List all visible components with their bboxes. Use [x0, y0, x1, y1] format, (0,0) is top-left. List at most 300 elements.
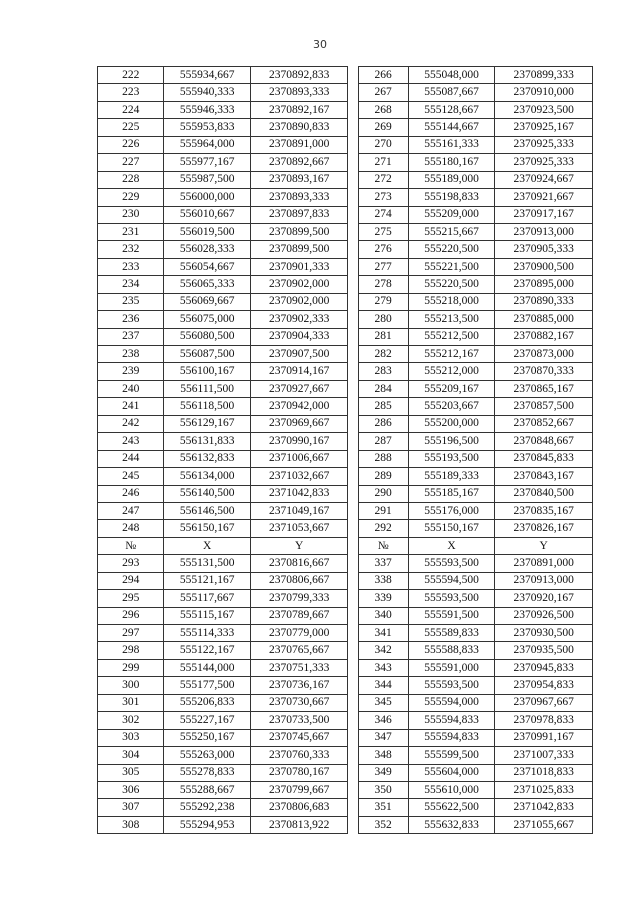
point-number-right: 287	[358, 433, 408, 450]
y-coordinate-right: 2370843,167	[495, 468, 593, 485]
table-row	[98, 677, 593, 694]
x-coordinate-left: 556111,500	[164, 380, 251, 397]
column-gap	[348, 468, 358, 485]
x-coordinate-left: 555177,500	[164, 677, 251, 694]
point-number-left: 227	[98, 154, 164, 171]
y-coordinate-right: 2370900,500	[495, 258, 593, 275]
x-coordinate-right: 555161,333	[408, 136, 495, 153]
point-number-right: 274	[358, 206, 408, 223]
x-coordinate-right: 555215,667	[408, 223, 495, 240]
table-row	[98, 67, 593, 84]
y-coordinate-left: 2370816,667	[250, 555, 348, 572]
point-number-right: 273	[358, 189, 408, 206]
column-gap	[348, 502, 358, 519]
x-coordinate-left: 556131,833	[164, 433, 251, 450]
point-number-right: 279	[358, 293, 408, 310]
x-coordinate-right: 555588,833	[408, 642, 495, 659]
y-coordinate-left: 2370765,667	[250, 642, 348, 659]
column-gap	[348, 346, 358, 363]
table-row	[98, 747, 593, 764]
point-number-left: 244	[98, 450, 164, 467]
y-coordinate-right: 2370857,500	[495, 398, 593, 415]
y-coordinate-right: 2370873,000	[495, 346, 593, 363]
x-coordinate-left: 555987,500	[164, 171, 251, 188]
x-coordinate-right: 555189,333	[408, 468, 495, 485]
column-gap	[348, 433, 358, 450]
point-number-right: 266	[358, 67, 408, 84]
header-x-right: X	[408, 537, 495, 554]
point-number-right: 339	[358, 590, 408, 607]
column-gap	[348, 206, 358, 223]
table-row	[98, 258, 593, 275]
point-number-left: 232	[98, 241, 164, 258]
x-coordinate-left: 556010,667	[164, 206, 251, 223]
table-row	[98, 659, 593, 676]
point-number-left: 301	[98, 694, 164, 711]
x-coordinate-left: 555294,953	[164, 816, 251, 833]
column-gap	[348, 781, 358, 798]
y-coordinate-right: 2370920,167	[495, 590, 593, 607]
column-gap	[348, 293, 358, 310]
x-coordinate-right: 555594,833	[408, 712, 495, 729]
y-coordinate-left: 2370730,667	[250, 694, 348, 711]
y-coordinate-left: 2370799,667	[250, 781, 348, 798]
table-row	[98, 398, 593, 415]
x-coordinate-left: 556087,500	[164, 346, 251, 363]
column-gap	[348, 799, 358, 816]
column-gap	[348, 625, 358, 642]
y-coordinate-right: 2370882,167	[495, 328, 593, 345]
point-number-right: 275	[358, 223, 408, 240]
point-number-left: 247	[98, 502, 164, 519]
point-number-left: 303	[98, 729, 164, 746]
point-number-right: 345	[358, 694, 408, 711]
column-gap	[348, 537, 358, 554]
point-number-left: 236	[98, 311, 164, 328]
x-coordinate-right: 555221,500	[408, 258, 495, 275]
point-number-right: 271	[358, 154, 408, 171]
point-number-right: 342	[358, 642, 408, 659]
x-coordinate-left: 556118,500	[164, 398, 251, 415]
point-number-left: 302	[98, 712, 164, 729]
point-number-right: 290	[358, 485, 408, 502]
table-row	[98, 380, 593, 397]
y-coordinate-left: 2370902,000	[250, 276, 348, 293]
y-coordinate-right: 2370925,167	[495, 119, 593, 136]
x-coordinate-left: 556075,000	[164, 311, 251, 328]
column-gap	[348, 816, 358, 833]
y-coordinate-right: 2371007,333	[495, 747, 593, 764]
table-row	[98, 189, 593, 206]
point-number-right: 340	[358, 607, 408, 624]
table-row	[98, 642, 593, 659]
point-number-left: 300	[98, 677, 164, 694]
y-coordinate-right: 2370978,833	[495, 712, 593, 729]
x-coordinate-right: 555591,500	[408, 607, 495, 624]
x-coordinate-right: 555604,000	[408, 764, 495, 781]
point-number-left: 225	[98, 119, 164, 136]
y-coordinate-left: 2370760,333	[250, 747, 348, 764]
y-coordinate-left: 2370902,000	[250, 293, 348, 310]
column-gap	[348, 590, 358, 607]
table-row	[98, 485, 593, 502]
x-coordinate-left: 555977,167	[164, 154, 251, 171]
column-gap	[348, 223, 358, 240]
y-coordinate-left: 2370892,167	[250, 101, 348, 118]
x-coordinate-left: 555953,833	[164, 119, 251, 136]
table-row	[98, 502, 593, 519]
y-coordinate-left: 2370736,167	[250, 677, 348, 694]
point-number-left: 222	[98, 67, 164, 84]
x-coordinate-right: 555209,167	[408, 380, 495, 397]
point-number-right: 272	[358, 171, 408, 188]
x-coordinate-left: 556000,000	[164, 189, 251, 206]
y-coordinate-left: 2371049,167	[250, 502, 348, 519]
x-coordinate-left: 556134,000	[164, 468, 251, 485]
column-gap	[348, 136, 358, 153]
point-number-left: 234	[98, 276, 164, 293]
y-coordinate-left: 2371053,667	[250, 520, 348, 537]
table-row	[98, 520, 593, 537]
header-number-left: №	[98, 537, 164, 554]
point-number-right: 267	[358, 84, 408, 101]
point-number-left: 224	[98, 101, 164, 118]
point-number-left: 293	[98, 555, 164, 572]
column-gap	[348, 276, 358, 293]
table-row	[98, 293, 593, 310]
header-y-right: Y	[495, 537, 593, 554]
point-number-right: 289	[358, 468, 408, 485]
column-gap	[348, 311, 358, 328]
table-row	[98, 468, 593, 485]
y-coordinate-right: 2370925,333	[495, 154, 593, 171]
y-coordinate-left: 2370751,333	[250, 659, 348, 676]
column-gap	[348, 555, 358, 572]
point-number-right: 343	[358, 659, 408, 676]
table-row	[98, 276, 593, 293]
x-coordinate-right: 555198,833	[408, 189, 495, 206]
y-coordinate-right: 2370926,500	[495, 607, 593, 624]
y-coordinate-right: 2371018,833	[495, 764, 593, 781]
point-number-left: 231	[98, 223, 164, 240]
x-coordinate-left: 555206,833	[164, 694, 251, 711]
x-coordinate-right: 555599,500	[408, 747, 495, 764]
y-coordinate-right: 2370924,667	[495, 171, 593, 188]
x-coordinate-right: 555218,000	[408, 293, 495, 310]
y-coordinate-right: 2370865,167	[495, 380, 593, 397]
x-coordinate-right: 555220,500	[408, 241, 495, 258]
table-row	[98, 101, 593, 118]
x-coordinate-right: 555200,000	[408, 415, 495, 432]
x-coordinate-left: 555250,167	[164, 729, 251, 746]
x-coordinate-right: 555048,000	[408, 67, 495, 84]
column-gap	[348, 520, 358, 537]
y-coordinate-right: 2370885,000	[495, 311, 593, 328]
table-row	[98, 607, 593, 624]
x-coordinate-left: 555227,167	[164, 712, 251, 729]
y-coordinate-right: 2370840,500	[495, 485, 593, 502]
y-coordinate-right: 2370848,667	[495, 433, 593, 450]
point-number-left: 245	[98, 468, 164, 485]
point-number-left: 299	[98, 659, 164, 676]
y-coordinate-right: 2370921,667	[495, 189, 593, 206]
point-number-right: 283	[358, 363, 408, 380]
y-coordinate-left: 2370779,000	[250, 625, 348, 642]
point-number-right: 288	[358, 450, 408, 467]
y-coordinate-right: 2370895,000	[495, 276, 593, 293]
x-coordinate-left: 556019,500	[164, 223, 251, 240]
x-coordinate-left: 556150,167	[164, 520, 251, 537]
point-number-right: 286	[358, 415, 408, 432]
point-number-left: 295	[98, 590, 164, 607]
y-coordinate-right: 2370917,167	[495, 206, 593, 223]
x-coordinate-right: 555594,500	[408, 572, 495, 589]
y-coordinate-right: 2370910,000	[495, 84, 593, 101]
point-number-left: 242	[98, 415, 164, 432]
y-coordinate-left: 2370901,333	[250, 258, 348, 275]
column-gap	[348, 677, 358, 694]
table-row	[98, 206, 593, 223]
y-coordinate-right: 2370891,000	[495, 555, 593, 572]
y-coordinate-right: 2370826,167	[495, 520, 593, 537]
x-coordinate-right: 555180,167	[408, 154, 495, 171]
point-number-right: 337	[358, 555, 408, 572]
column-gap	[348, 764, 358, 781]
y-coordinate-left: 2371032,667	[250, 468, 348, 485]
point-number-right: 280	[358, 311, 408, 328]
column-gap	[348, 171, 358, 188]
x-coordinate-right: 555594,833	[408, 729, 495, 746]
point-number-left: 304	[98, 747, 164, 764]
column-gap	[348, 398, 358, 415]
table-row	[98, 572, 593, 589]
y-coordinate-left: 2370893,167	[250, 171, 348, 188]
table-row	[98, 241, 593, 258]
point-number-left: 305	[98, 764, 164, 781]
y-coordinate-right: 2370991,167	[495, 729, 593, 746]
x-coordinate-right: 555128,667	[408, 101, 495, 118]
point-number-left: 306	[98, 781, 164, 798]
y-coordinate-left: 2370780,167	[250, 764, 348, 781]
x-coordinate-left: 556129,167	[164, 415, 251, 432]
y-coordinate-right: 2370954,833	[495, 677, 593, 694]
column-gap	[348, 101, 358, 118]
point-number-left: 296	[98, 607, 164, 624]
column-gap	[348, 712, 358, 729]
x-coordinate-right: 555212,500	[408, 328, 495, 345]
x-coordinate-left: 555114,333	[164, 625, 251, 642]
point-number-left: 229	[98, 189, 164, 206]
y-coordinate-left: 2370799,333	[250, 590, 348, 607]
x-coordinate-right: 555591,000	[408, 659, 495, 676]
table-row	[98, 346, 593, 363]
table-row	[98, 450, 593, 467]
point-number-right: 346	[358, 712, 408, 729]
point-number-left: 297	[98, 625, 164, 642]
point-number-left: 223	[98, 84, 164, 101]
x-coordinate-right: 555212,167	[408, 346, 495, 363]
table-row	[98, 433, 593, 450]
y-coordinate-right: 2371025,833	[495, 781, 593, 798]
x-coordinate-right: 555212,000	[408, 363, 495, 380]
x-coordinate-left: 556028,333	[164, 241, 251, 258]
column-gap	[348, 154, 358, 171]
table-row	[98, 171, 593, 188]
table-row	[98, 625, 593, 642]
point-number-left: 239	[98, 363, 164, 380]
point-number-right: 338	[358, 572, 408, 589]
y-coordinate-right: 2370913,000	[495, 223, 593, 240]
table-row	[98, 590, 593, 607]
point-number-left: 228	[98, 171, 164, 188]
point-number-right: 292	[358, 520, 408, 537]
point-number-right: 277	[358, 258, 408, 275]
y-coordinate-right: 2370899,333	[495, 67, 593, 84]
x-coordinate-right: 555087,667	[408, 84, 495, 101]
x-coordinate-left: 555131,500	[164, 555, 251, 572]
y-coordinate-left: 2370907,500	[250, 346, 348, 363]
y-coordinate-right: 2370945,833	[495, 659, 593, 676]
y-coordinate-left: 2371042,833	[250, 485, 348, 502]
table-row	[98, 311, 593, 328]
x-coordinate-right: 555193,500	[408, 450, 495, 467]
y-coordinate-left: 2370806,667	[250, 572, 348, 589]
point-number-right: 352	[358, 816, 408, 833]
x-coordinate-left: 556065,333	[164, 276, 251, 293]
x-coordinate-right: 555589,833	[408, 625, 495, 642]
column-gap	[348, 84, 358, 101]
x-coordinate-left: 555122,167	[164, 642, 251, 659]
x-coordinate-right: 555593,500	[408, 590, 495, 607]
coordinates-section-1	[98, 67, 593, 538]
coordinates-section-2	[98, 555, 593, 834]
point-number-right: 284	[358, 380, 408, 397]
y-coordinate-left: 2370733,500	[250, 712, 348, 729]
x-coordinate-right: 555176,000	[408, 502, 495, 519]
x-coordinate-left: 555964,000	[164, 136, 251, 153]
x-coordinate-left: 556132,833	[164, 450, 251, 467]
y-coordinate-right: 2371055,667	[495, 816, 593, 833]
point-number-left: 294	[98, 572, 164, 589]
y-coordinate-left: 2370927,667	[250, 380, 348, 397]
column-gap	[348, 67, 358, 84]
x-coordinate-left: 556100,167	[164, 363, 251, 380]
point-number-right: 351	[358, 799, 408, 816]
column-gap	[348, 415, 358, 432]
table-row	[98, 799, 593, 816]
y-coordinate-right: 2370925,333	[495, 136, 593, 153]
table-row	[98, 694, 593, 711]
table-row	[98, 84, 593, 101]
y-coordinate-right: 2370923,500	[495, 101, 593, 118]
y-coordinate-right: 2370913,000	[495, 572, 593, 589]
y-coordinate-left: 2370893,333	[250, 84, 348, 101]
point-number-left: 240	[98, 380, 164, 397]
point-number-right: 270	[358, 136, 408, 153]
x-coordinate-left: 556054,667	[164, 258, 251, 275]
x-coordinate-right: 555209,000	[408, 206, 495, 223]
x-coordinate-left: 555263,000	[164, 747, 251, 764]
point-number-right: 350	[358, 781, 408, 798]
column-gap	[348, 189, 358, 206]
y-coordinate-left: 2370942,000	[250, 398, 348, 415]
point-number-left: 230	[98, 206, 164, 223]
table-row	[98, 119, 593, 136]
y-coordinate-left: 2370899,500	[250, 223, 348, 240]
y-coordinate-left: 2370891,000	[250, 136, 348, 153]
column-gap	[348, 380, 358, 397]
column-gap	[348, 729, 358, 746]
y-coordinate-left: 2370897,833	[250, 206, 348, 223]
point-number-left: 243	[98, 433, 164, 450]
point-number-right: 281	[358, 328, 408, 345]
point-number-left: 246	[98, 485, 164, 502]
table-row	[98, 764, 593, 781]
point-number-left: 298	[98, 642, 164, 659]
y-coordinate-left: 2370892,667	[250, 154, 348, 171]
table-row	[98, 555, 593, 572]
column-gap	[348, 642, 358, 659]
table-row	[98, 363, 593, 380]
x-coordinate-left: 555288,667	[164, 781, 251, 798]
x-coordinate-left: 555121,167	[164, 572, 251, 589]
y-coordinate-left: 2370902,333	[250, 311, 348, 328]
column-gap	[348, 659, 358, 676]
x-coordinate-left: 556069,667	[164, 293, 251, 310]
y-coordinate-left: 2370969,667	[250, 415, 348, 432]
x-coordinate-left: 556146,500	[164, 502, 251, 519]
table-row	[98, 136, 593, 153]
header-number-right: №	[358, 537, 408, 554]
x-coordinate-right: 555150,167	[408, 520, 495, 537]
y-coordinate-left: 2370745,667	[250, 729, 348, 746]
column-gap	[348, 450, 358, 467]
point-number-left: 235	[98, 293, 164, 310]
column-gap	[348, 485, 358, 502]
y-coordinate-left: 2371006,667	[250, 450, 348, 467]
y-coordinate-left: 2370789,667	[250, 607, 348, 624]
x-coordinate-right: 555185,167	[408, 485, 495, 502]
x-coordinate-left: 556080,500	[164, 328, 251, 345]
table-header-row	[98, 537, 593, 554]
table-row	[98, 223, 593, 240]
page-number: 30	[313, 38, 327, 51]
coordinates-table	[97, 66, 593, 834]
y-coordinate-left: 2370893,333	[250, 189, 348, 206]
table-row	[98, 729, 593, 746]
point-number-right: 276	[358, 241, 408, 258]
column-gap	[348, 258, 358, 275]
y-coordinate-left: 2370914,167	[250, 363, 348, 380]
table-row	[98, 415, 593, 432]
x-coordinate-right: 555632,833	[408, 816, 495, 833]
table-row	[98, 781, 593, 798]
x-coordinate-left: 555278,833	[164, 764, 251, 781]
point-number-left: 238	[98, 346, 164, 363]
column-gap	[348, 241, 358, 258]
y-coordinate-right: 2370852,667	[495, 415, 593, 432]
point-number-right: 348	[358, 747, 408, 764]
point-number-left: 241	[98, 398, 164, 415]
y-coordinate-left: 2370813,922	[250, 816, 348, 833]
point-number-left: 233	[98, 258, 164, 275]
point-number-right: 285	[358, 398, 408, 415]
y-coordinate-right: 2370835,167	[495, 502, 593, 519]
point-number-left: 307	[98, 799, 164, 816]
y-coordinate-left: 2370990,167	[250, 433, 348, 450]
x-coordinate-left: 555946,333	[164, 101, 251, 118]
point-number-right: 269	[358, 119, 408, 136]
